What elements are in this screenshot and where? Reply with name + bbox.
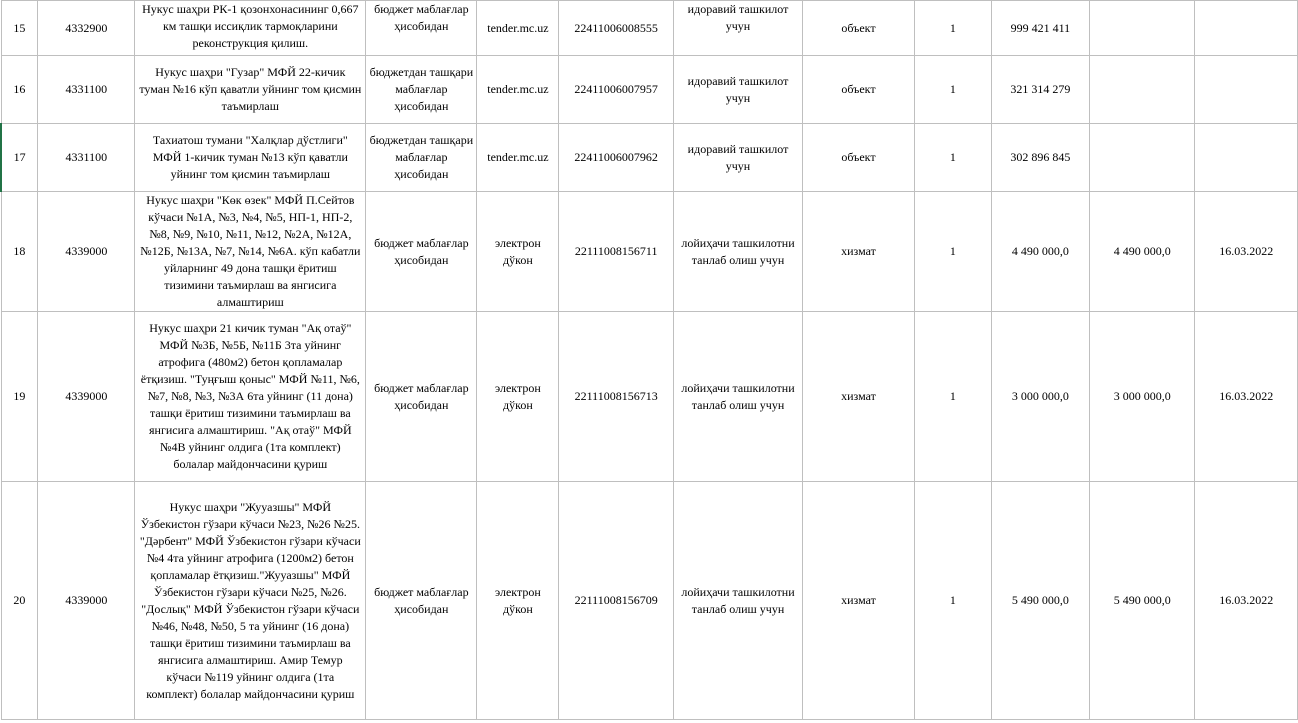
description-cell[interactable]: Тахиатош тумани "Халқлар дўстлиги" МФЙ 1-кичик туман №13 кўп қаватли уйнинг том қисмин таъмирлаш bbox=[135, 124, 366, 192]
lot-number-cell[interactable]: 22411006007957 bbox=[559, 56, 673, 124]
quantity-cell[interactable]: 1 bbox=[914, 56, 991, 124]
amount-secondary-cell[interactable]: 5 490 000,0 bbox=[1089, 482, 1195, 720]
date-cell[interactable]: 16.03.2022 bbox=[1195, 482, 1298, 720]
row-number-cell[interactable]: 20 bbox=[1, 482, 38, 720]
purpose-cell[interactable]: идоравий ташкилот учун bbox=[673, 56, 802, 124]
code-cell[interactable]: 4339000 bbox=[38, 482, 135, 720]
code-cell[interactable]: 4339000 bbox=[38, 192, 135, 312]
type-cell[interactable]: хизмат bbox=[803, 482, 915, 720]
amount-cell[interactable]: 321 314 279 bbox=[991, 56, 1089, 124]
quantity-cell[interactable]: 1 bbox=[914, 312, 991, 482]
row-number-cell[interactable]: 17 bbox=[1, 124, 38, 192]
description-cell[interactable]: Нукус шаҳри "Көк өзек" МФЙ П.Сейтов кўчаси №1А, №3, №4, №5, НП-1, НП-2, №8, №9, №10, №11, №12, №2А, №12А, №12Б, №13А, №7, №14, №6А. кўп кабатли уйларнинг 49 дона ташқи ёритиш тизимини таъмирлаш ва янгисига алмаштириш bbox=[135, 192, 366, 312]
amount-secondary-cell[interactable]: 4 490 000,0 bbox=[1089, 192, 1195, 312]
table-row bbox=[1, 56, 1298, 124]
lot-number-cell[interactable]: 22111008156709 bbox=[559, 482, 673, 720]
amount-cell[interactable]: 999 421 411 bbox=[991, 1, 1089, 56]
code-cell[interactable]: 4331100 bbox=[38, 124, 135, 192]
quantity-cell[interactable]: 1 bbox=[914, 1, 991, 56]
row-number-cell[interactable]: 16 bbox=[1, 56, 38, 124]
table-row bbox=[1, 192, 1298, 312]
lot-number-cell[interactable]: 22111008156711 bbox=[559, 192, 673, 312]
date-cell[interactable] bbox=[1195, 124, 1298, 192]
quantity-cell[interactable]: 1 bbox=[914, 482, 991, 720]
date-cell[interactable]: 16.03.2022 bbox=[1195, 312, 1298, 482]
purpose-cell[interactable]: идоравий ташкилот учун bbox=[673, 124, 802, 192]
funding-cell[interactable]: бюджет маблағлар ҳисобидан bbox=[366, 312, 477, 482]
purpose-cell[interactable]: лойиҳачи ташкилотни танлаб олиш учун bbox=[673, 192, 802, 312]
platform-cell[interactable]: tender.mc.uz bbox=[477, 1, 559, 56]
amount-cell[interactable]: 3 000 000,0 bbox=[991, 312, 1089, 482]
purpose-cell[interactable]: лойиҳачи ташкилотни танлаб олиш учун bbox=[673, 482, 802, 720]
amount-cell[interactable]: 302 896 845 bbox=[991, 124, 1089, 192]
purpose-cell[interactable]: идоравий ташкилот учун bbox=[673, 1, 802, 56]
type-cell[interactable]: хизмат bbox=[803, 312, 915, 482]
row-number-cell[interactable]: 18 bbox=[1, 192, 38, 312]
quantity-cell[interactable]: 1 bbox=[914, 124, 991, 192]
type-cell[interactable]: объект bbox=[803, 1, 915, 56]
date-cell[interactable] bbox=[1195, 1, 1298, 56]
table-row bbox=[1, 482, 1298, 720]
date-cell[interactable] bbox=[1195, 56, 1298, 124]
description-cell[interactable]: Нукус шаҳри "Гузар" МФЙ 22-кичик туман №16 кўп қаватли уйнинг том қисмин таъмирлаш bbox=[135, 56, 366, 124]
type-cell[interactable]: хизмат bbox=[803, 192, 915, 312]
funding-cell[interactable]: бюджет маблағлар ҳисобидан bbox=[366, 192, 477, 312]
amount-secondary-cell[interactable] bbox=[1089, 1, 1195, 56]
description-cell[interactable]: Нукус шаҳри "Жууазшы" МФЙ Ўзбекистон гўзари кўчаси №23, №26 №25. "Дәрбент" МФЙ Ўзбекистон гўзари кўчаси №4 4та уйнинг атрофига (1200м2) бетон қопламалар ётқизиш."Жууазшы" МФЙ Ўзбекистон гўзари кўчаси №25, №26. "Дослық" МФЙ Ўзбекистон гўзари кўчаси №46, №48, №50, 5 та уйнинг (16 дона) ташқи ёритиш тизимини таъмирлаш ва янгисига алмаштириш. Амир Темур кўчаси №119 уйнинг олдига (1та комплект) болалар майдончасини қуриш bbox=[135, 482, 366, 720]
funding-cell[interactable]: бюджетдан ташқари маблағлар ҳисобидан bbox=[366, 56, 477, 124]
lot-number-cell[interactable]: 22411006007962 bbox=[559, 124, 673, 192]
date-cell[interactable]: 16.03.2022 bbox=[1195, 192, 1298, 312]
amount-cell[interactable]: 4 490 000,0 bbox=[991, 192, 1089, 312]
funding-cell[interactable]: бюджетдан ташқари маблағлар ҳисобидан bbox=[366, 124, 477, 192]
quantity-cell[interactable]: 1 bbox=[914, 192, 991, 312]
amount-secondary-cell[interactable] bbox=[1089, 124, 1195, 192]
amount-secondary-cell[interactable]: 3 000 000,0 bbox=[1089, 312, 1195, 482]
lot-number-cell[interactable]: 22411006008555 bbox=[559, 1, 673, 56]
platform-cell[interactable]: tender.mc.uz bbox=[477, 124, 559, 192]
row-number-cell[interactable]: 19 bbox=[1, 312, 38, 482]
platform-cell[interactable]: tender.mc.uz bbox=[477, 56, 559, 124]
amount-secondary-cell[interactable] bbox=[1089, 56, 1195, 124]
table-row bbox=[1, 1, 1298, 56]
row-number-cell[interactable]: 15 bbox=[1, 1, 38, 56]
lot-number-cell[interactable]: 22111008156713 bbox=[559, 312, 673, 482]
code-cell[interactable]: 4332900 bbox=[38, 1, 135, 56]
funding-cell[interactable]: бюджет маблағлар ҳисобидан bbox=[366, 482, 477, 720]
code-cell[interactable]: 4339000 bbox=[38, 312, 135, 482]
table-row bbox=[1, 124, 1298, 192]
amount-cell[interactable]: 5 490 000,0 bbox=[991, 482, 1089, 720]
code-cell[interactable]: 4331100 bbox=[38, 56, 135, 124]
description-cell[interactable]: Нукус шаҳри РК-1 қозонхонасининг 0,667 км ташқи иссиқлик тармоқларини реконструкция қилиш. bbox=[135, 1, 366, 56]
description-cell[interactable]: Нукус шаҳри 21 кичик туман "Ақ отаў" МФЙ №3Б, №5Б, №11Б 3та уйнинг атрофига (480м2) бетон қопламалар ётқизиш. "Туңғыш қоныс" МФЙ №11, №6, №7, №8, №3, №3А 6та уйнинг (11 дона) ташқи ёритиш тизимини таъмирлаш ва янгисига алмаштириш. "Ақ отаў" МФЙ №4В уйнинг олдига (1та комплект) болалар майдончасини қуриш bbox=[135, 312, 366, 482]
purpose-cell[interactable]: лойиҳачи ташкилотни танлаб олиш учун bbox=[673, 312, 802, 482]
platform-cell[interactable]: электрон дўкон bbox=[477, 312, 559, 482]
platform-cell[interactable]: электрон дўкон bbox=[477, 482, 559, 720]
type-cell[interactable]: объект bbox=[803, 124, 915, 192]
table-row bbox=[1, 312, 1298, 482]
funding-cell[interactable]: бюджет маблағлар ҳисобидан bbox=[366, 1, 477, 56]
type-cell[interactable]: объект bbox=[803, 56, 915, 124]
platform-cell[interactable]: электрон дўкон bbox=[477, 192, 559, 312]
